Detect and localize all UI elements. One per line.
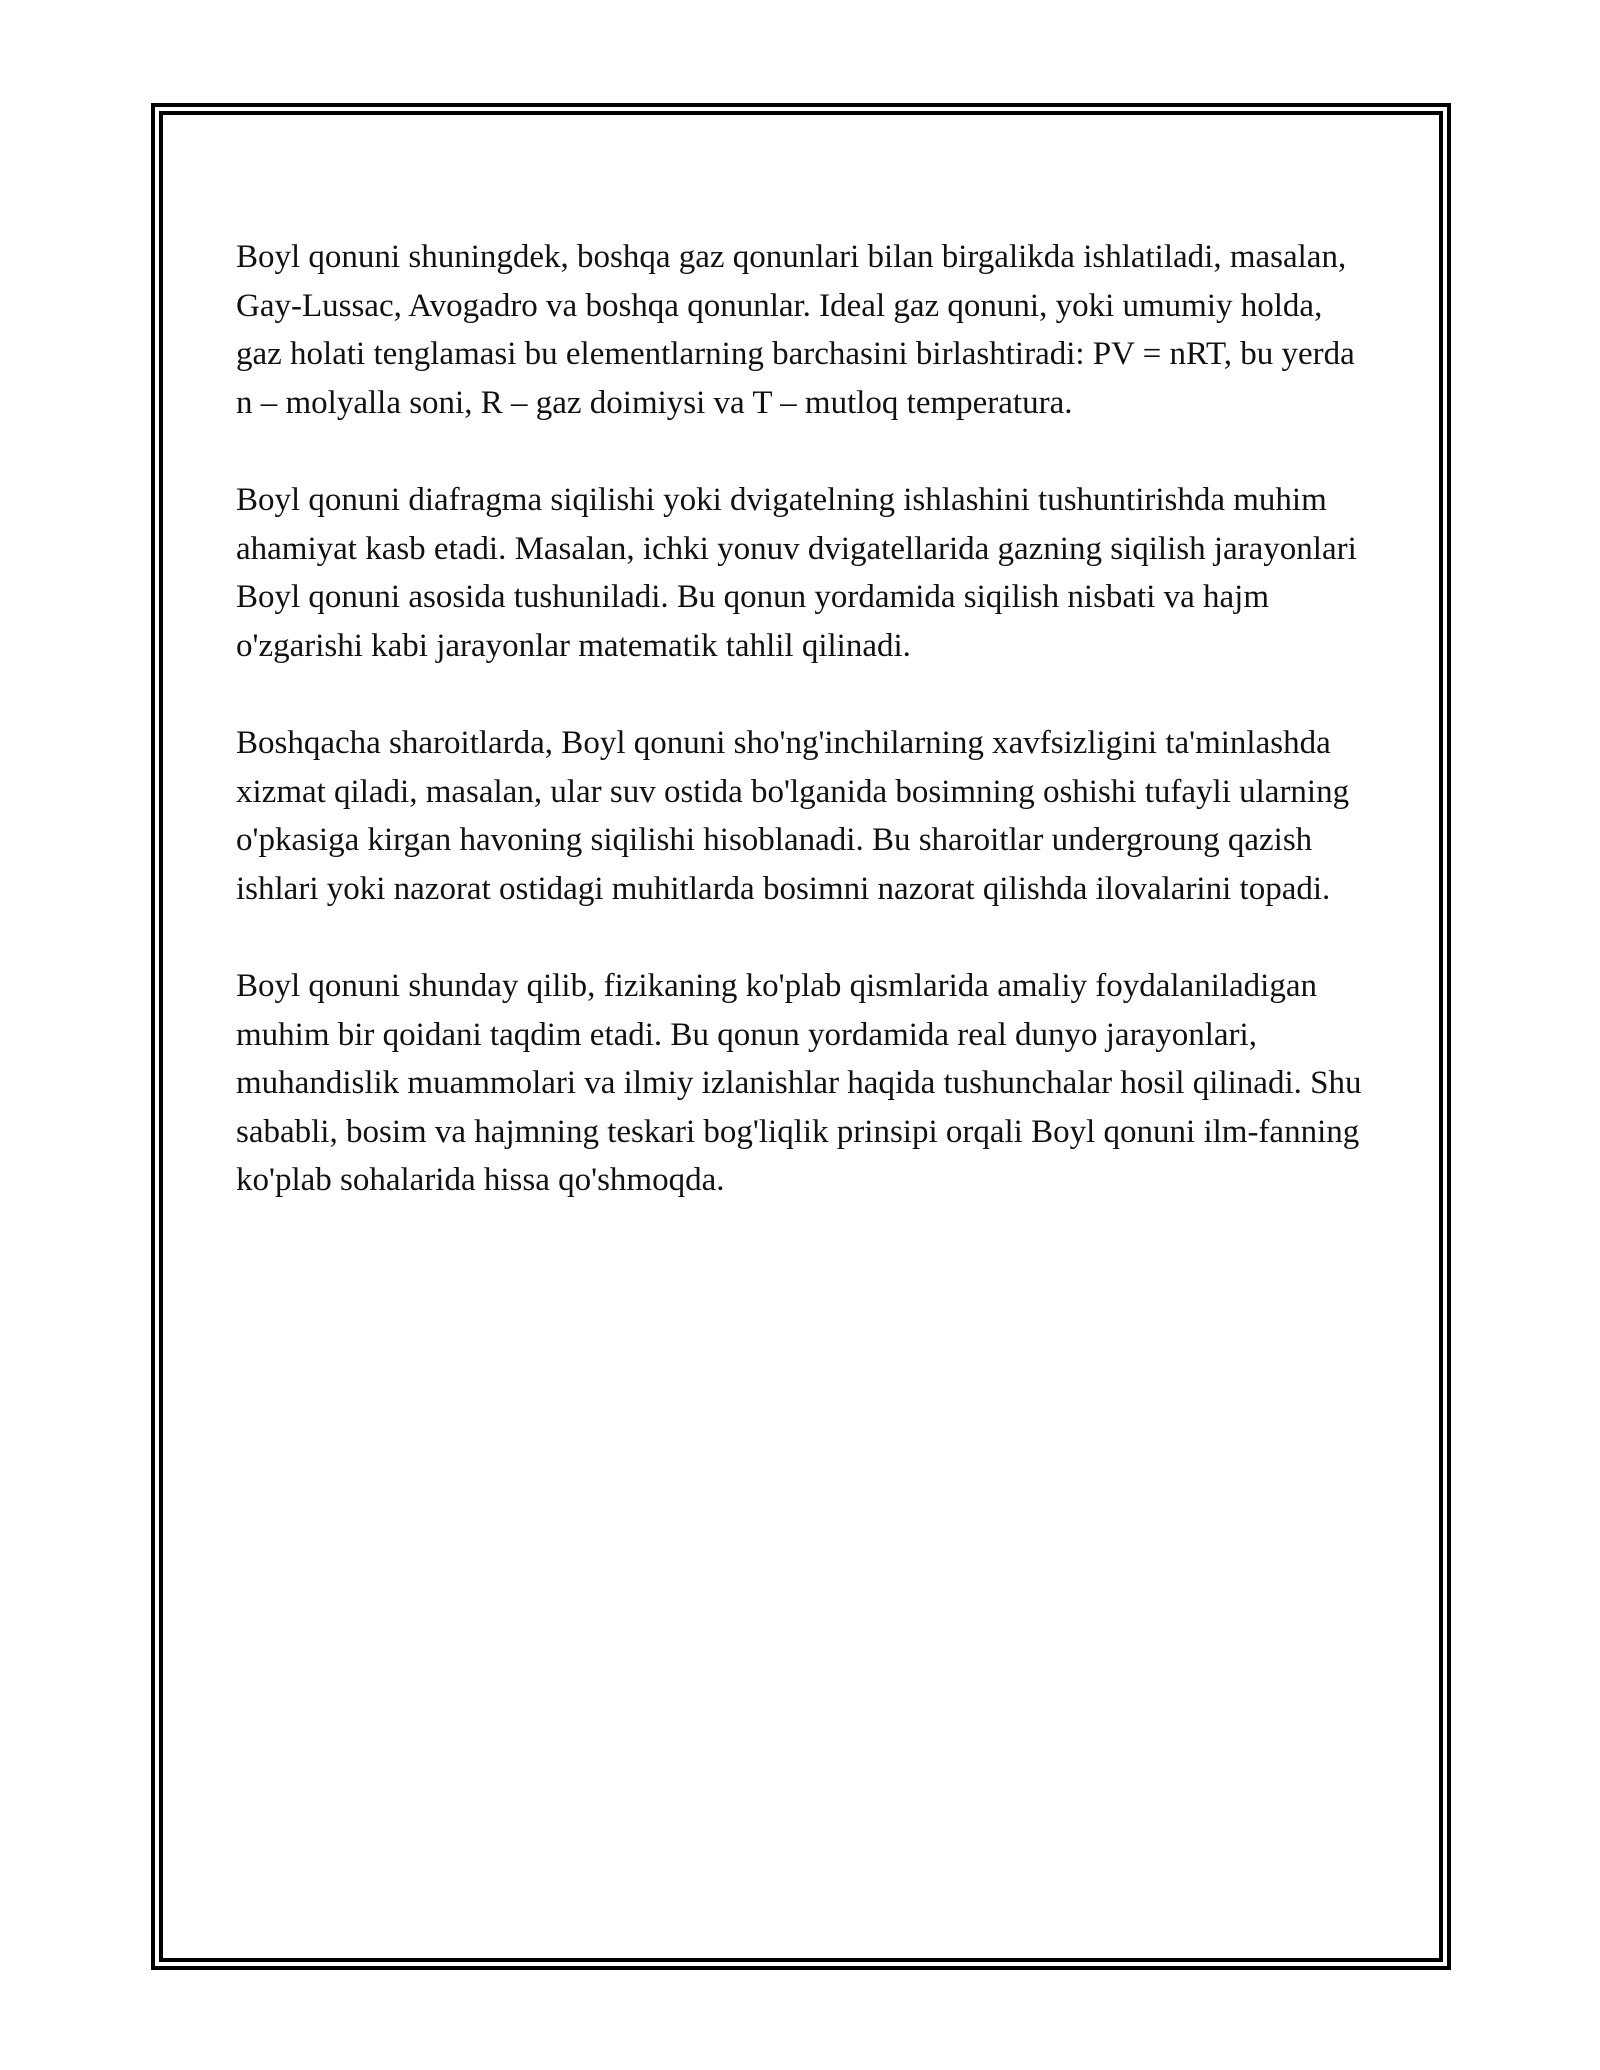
paragraph-3: Boshqacha sharoitlarda, Boyl qonuni sho'ng'inchilarning xavfsizligini ta'minlashda xizmat qiladi, masalan, ular suv ostida bo'lganida bosimning oshishi tufayli ularning o'pkasiga kirgan havoning siqilishi hisoblanadi. Bu sharoitlar undergroung qazish ishlari yoki nazorat ostidagi muhitlarda bosimni nazorat qilishda ilovalarini topadi. — [236, 725, 1350, 907]
document-body — [236, 233, 1376, 1254]
paragraph-2: Boyl qonuni diafragma siqilishi yoki dvigatelning ishlashini tushuntirishda muhim ahamiyat kasb etadi. Masalan, ichki yonuv dvigatellarida gazning siqilish jarayonlari Boyl qonuni asosida tushuniladi. Bu qonun yordamida siqilish nisbati va hajm o'zgarishi kabi jarayonlar matematik tahlil qilinadi. — [236, 482, 1357, 664]
paragraph-1: Boyl qonuni shuningdek, boshqa gaz qonunlari bilan birgalikda ishlatiladi, masalan, Gay-Lussac, Avogadro va boshqa qonunlar. Ideal gaz qonuni, yoki umumiy holda, gaz holati tenglamasi bu elementlarning barchasini birlashtiradi: PV = nRT, bu yerda n – molyalla soni, R – gaz doimiysi va T – mutloq temperatura. — [236, 239, 1355, 421]
paragraph-4: Boyl qonuni shunday qilib, fizikaning ko'plab qismlarida amaliy foydalaniladigan muhim bir qoidani taqdim etadi. Bu qonun yordamida real dunyo jarayonlari, muhandislik muammolari va ilmiy izlanishlar haqida tushunchalar hosil qilinadi. Shu sababli, bosim va hajmning teskari bog'liqlik prinsipi orqali Boyl qonuni ilm-fanning ko'plab sohalarida hissa qo'shmoqda. — [236, 968, 1362, 1198]
